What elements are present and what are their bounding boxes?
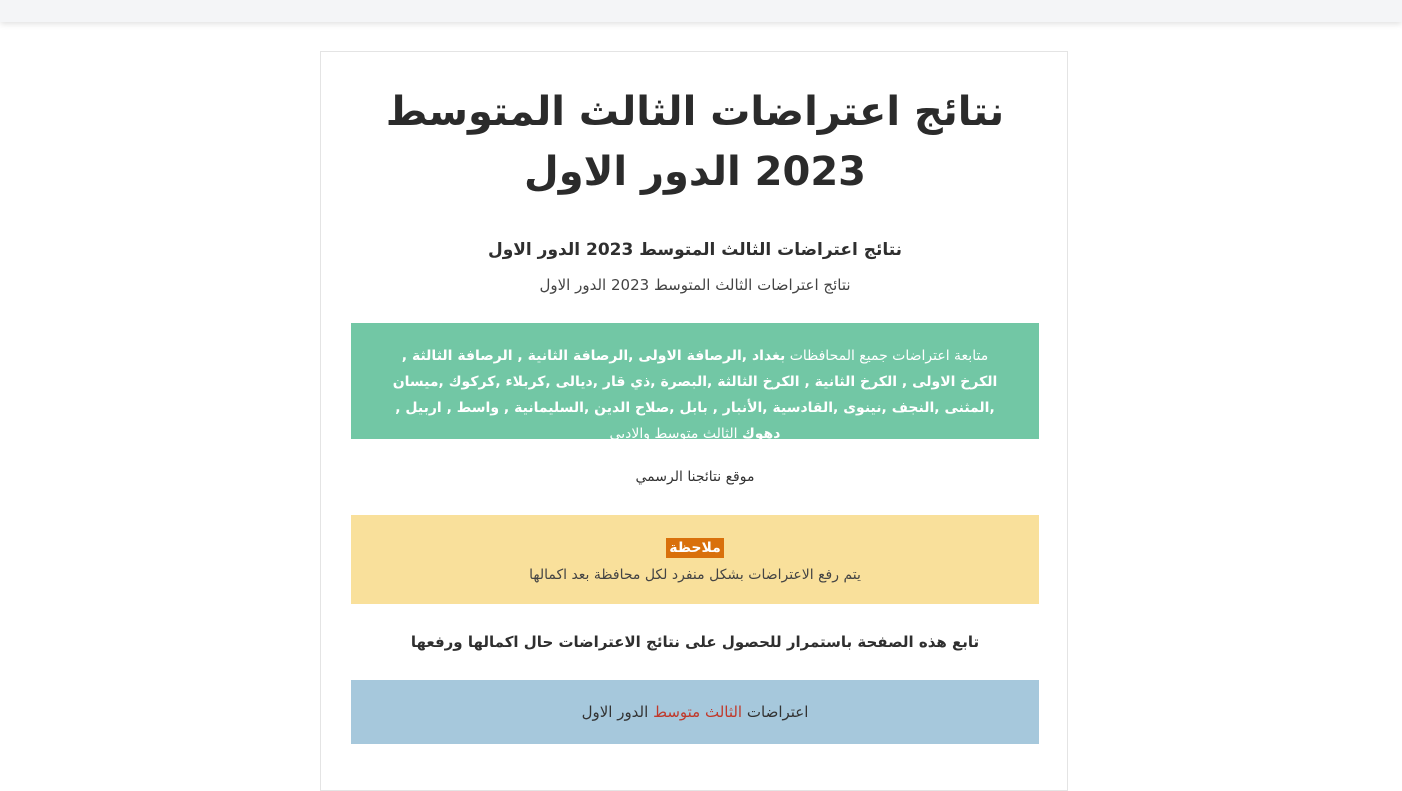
top-bar — [0, 0, 1402, 22]
objections-box[interactable] — [351, 680, 1039, 744]
article-card — [320, 51, 1068, 791]
article-subtitle: نتائج اعتراضات الثالث المتوسط 2023 الدور الاول — [487, 240, 903, 260]
objections-prefix: اعتراضات — [746, 703, 809, 721]
article-subtitle-small: نتائج اعتراضات الثالث المتوسط 2023 الدور الاول — [539, 276, 851, 294]
provinces-intro: متابعة اعتراضات جميع المحافظات — [789, 348, 989, 364]
note-text: يتم رفع الاعتراضات بشكل منفرد لكل محافظة بعد اكمالها — [529, 567, 861, 583]
objections-highlight: الثالث متوسط — [653, 703, 743, 721]
provinces-box — [351, 323, 1039, 442]
provinces-list: بغداد ,الرصافة الاولى ,الرصافة الثانية , الرصافة الثالثة , الكرخ الاولى , الكرخ الثانية , الكرخ الثالثة ,البصرة ,ذي قار ,ديالى ,كربلاء ,كركوك ,ميسان ,المثنى ,النجف ,نينوى ,القادسية ,الأنبار , بابل ,صلاح الدين ,السليمانية , واسط , اربيل , دهوك — [392, 348, 998, 442]
note-badge: ملاحظة — [666, 538, 724, 558]
follow-text: تابع هذه الصفحة باستمرار للحصول على نتائج الاعتراضات حال اكمالها ورفعها — [410, 633, 980, 651]
official-site-link[interactable]: موقع نتائجنا الرسمي — [635, 469, 755, 485]
page-title: نتائج اعتراضات الثالث المتوسط 2023 الدور الاول — [385, 89, 1005, 195]
objections-suffix: الدور الاول — [581, 703, 649, 721]
note-box — [351, 515, 1039, 604]
provinces-outro: الثالث متوسط والادبي — [609, 426, 738, 442]
